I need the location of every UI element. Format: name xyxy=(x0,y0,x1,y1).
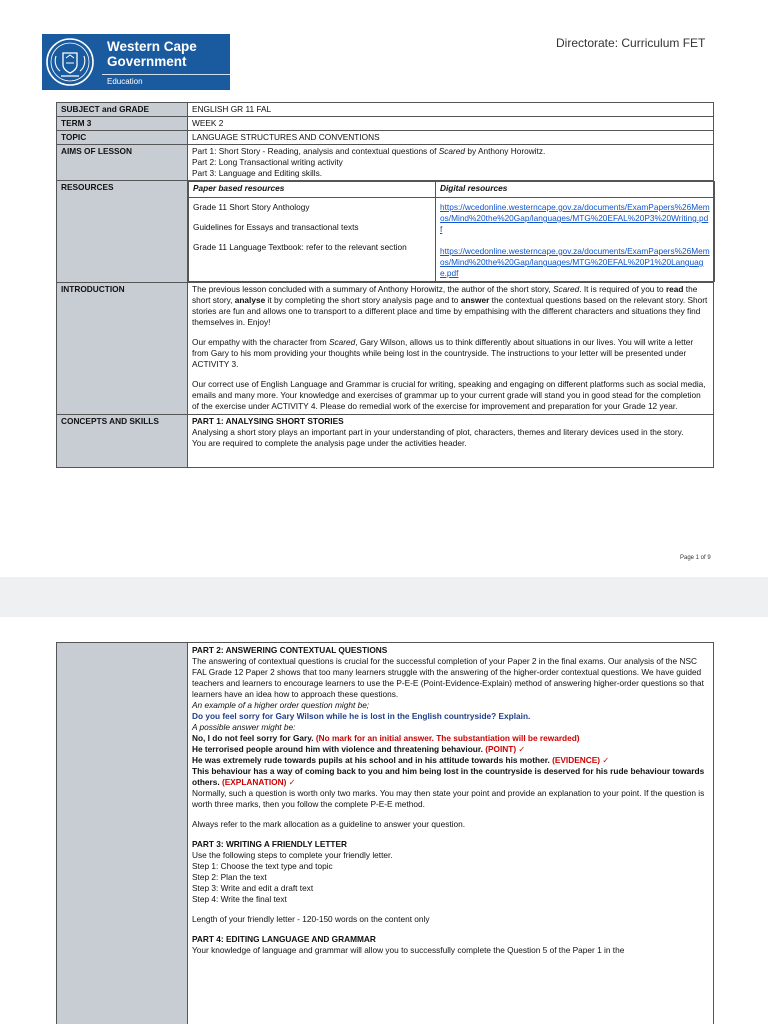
intro-paragraph-1: The previous lesson concluded with a summary of Anthony Horowitz, the author of the short story, Scared. It is required of you to read the short story, analyse it by completing the short story analysis page and to answer the contextual questions based on the relevant story. Short stories are fun and allows one to transport to a different place and time by empathising with the different characters and situations they find themselves in. Enjoy! xyxy=(192,284,708,327)
resources-subtable xyxy=(188,181,715,282)
label-empty xyxy=(57,643,188,1024)
step-item: Step 4: Write the final text xyxy=(192,894,287,904)
part3-heading: PART 3: WRITING A FRIENDLY LETTER xyxy=(192,839,348,849)
aims-line-3: Part 3: Language and Editing skills. xyxy=(192,168,323,178)
value-concepts xyxy=(188,415,714,468)
label-term: TERM 3 xyxy=(57,117,188,131)
aims-story-title: Scared xyxy=(438,146,466,156)
directorate-title: Directorate: Curriculum FET xyxy=(556,36,706,50)
intro-paragraph-2: Our empathy with the character from Scared, Gary Wilson, allows us to think differently about situations in our lives. You will write a letter from Gary to his mom providing your thoughts while being lost in the countryside. The instructions to your letter will be presented under ACTIVITY 3. xyxy=(192,337,694,369)
marks-note: Normally, such a question is worth only two marks. You may then state your point and provide an explanation to your point. If the question is worth three marks, then you follow the complete P-E-E method. xyxy=(192,788,705,809)
part1-heading: PART 1: ANALYSING SHORT STORIES xyxy=(192,416,344,426)
intro-paragraph-3: Our correct use of English Language and Grammar is crucial for writing, speaking and engaging on different platforms such as social media, emails and many more. Your knowledge and exercises of grammar up to your current grade will stand you in good stead for the completion of the exercise under ACTIVITY 4. Please do remedial work of the exercise for improvement and preparation for your Grade 12 year. xyxy=(192,379,706,411)
logo-line-2: Government xyxy=(107,54,187,69)
row-term xyxy=(57,117,714,131)
row-concepts xyxy=(57,415,714,468)
logo-divider xyxy=(102,74,230,75)
label-topic: TOPIC xyxy=(57,131,188,145)
label-introduction: INTRODUCTION xyxy=(57,283,188,415)
value-topic: LANGUAGE STRUCTURES AND CONVENTIONS xyxy=(188,131,714,145)
part3-intro: Use the following steps to complete your friendly letter. xyxy=(192,850,393,860)
row-resources xyxy=(57,181,714,283)
label-subject: SUBJECT and GRADE xyxy=(57,103,188,117)
mark-allocation-note: Always refer to the mark allocation as a guideline to answer your question. xyxy=(192,819,466,829)
step-item: Step 3: Write and edit a draft text xyxy=(192,883,314,893)
language-guide-link[interactable]: https://wcedonline.westerncape.gov.za/documents/ExamPapers%26Memos/Mind%20the%20Gap/languages/MTG%20EFAL%20P1%20Language.pdf xyxy=(440,246,710,278)
writing-guide-link[interactable]: https://wcedonline.westerncape.gov.za/documents/ExamPapers%26Memos/Mind%20the%20Gap/languages/MTG%20EFAL%20P3%20Writing.pdf xyxy=(440,202,710,234)
value-subject: ENGLISH GR 11 FAL xyxy=(188,103,714,117)
aims-line-2: Part 2: Long Transactional writing activity xyxy=(192,157,343,167)
aims-line-1 xyxy=(192,146,709,157)
digital-resources-list xyxy=(436,198,715,282)
concepts-line-2: You are required to complete the analysis page under the activities header. xyxy=(192,438,467,448)
logo-subtitle: Education xyxy=(107,77,143,86)
aims-text: by Anthony Horowitz. xyxy=(465,146,546,156)
label-concepts: CONCEPTS AND SKILLS xyxy=(57,415,188,468)
logo-line-1: Western Cape xyxy=(107,39,197,54)
lesson-table-continued xyxy=(56,642,714,1024)
paper-resource-item: Grade 11 Short Story Anthology xyxy=(193,202,310,212)
answer-line-4: This behaviour has a way of coming back to you and him being lost in the countryside is deserved for his rude behaviour towards others. (EXPLANATION) ✓ xyxy=(192,766,705,787)
row-subject xyxy=(57,103,714,117)
value-week: WEEK 2 xyxy=(188,117,714,131)
part4-heading: PART 4: EDITING LANGUAGE AND GRAMMAR xyxy=(192,934,376,944)
coat-of-arms-icon xyxy=(44,36,96,88)
step-item: Step 1: Choose the text type and topic xyxy=(192,861,333,871)
label-aims: AIMS OF LESSON xyxy=(57,145,188,181)
answer-line-1: No, I do not feel sorry for Gary. (No mark for an initial answer. The substantiation will be rewarded) xyxy=(192,733,580,743)
row-aims xyxy=(57,145,714,181)
concepts-line-1: Analysing a short story plays an important part in your understanding of plot, characters, themes and literary devices used in the story. xyxy=(192,427,684,437)
part2-body: The answering of contextual questions is crucial for the successful completion of your Paper 2 in the final exams. Our analysis of the NSC FAL Grade 12 Paper 2 shows that too many learners struggle with the answering of the higher-order contextual questions. We have guided teachers and learners to encourage learners to use the P-E-E (Point-Evidence-Explain) method of answering higher-order questions so that learners have an idea how to approach these questions. xyxy=(192,656,704,699)
lesson-table xyxy=(56,102,714,468)
paper-resource-item: Grade 11 Language Textbook: refer to the relevant section xyxy=(193,242,407,252)
value-aims xyxy=(188,145,714,181)
example-intro: An example of a higher order question might be; xyxy=(192,700,370,710)
page-number: Page 1 of 9 xyxy=(680,555,711,561)
answer-intro: A possible answer might be: xyxy=(192,722,296,732)
row-topic xyxy=(57,131,714,145)
paper-resources-heading: Paper based resources xyxy=(189,182,436,198)
page-separator xyxy=(0,577,768,617)
label-resources: RESOURCES xyxy=(57,181,188,283)
answer-line-2: He terrorised people around him with violence and threatening behaviour. (POINT) ✓ xyxy=(192,744,526,754)
paper-resource-item: Guidelines for Essays and transactional texts xyxy=(193,222,359,232)
value-introduction xyxy=(188,283,714,415)
step-item: Step 2: Plan the text xyxy=(192,872,267,882)
logo-title xyxy=(107,39,197,69)
aims-text: Part 1: Short Story - Reading, analysis and contextual questions of xyxy=(192,146,439,156)
value-continued xyxy=(188,643,714,1024)
example-question: Do you feel sorry for Gary Wilson while he is lost in the English countryside? Explain. xyxy=(192,711,531,721)
part2-heading: PART 2: ANSWERING CONTEXTUAL QUESTIONS xyxy=(192,645,388,655)
answer-line-3: He was extremely rude towards pupils at his school and in his attitude towards his mother. (EVIDENCE) ✓ xyxy=(192,755,610,765)
part4-body: Your knowledge of language and grammar will allow you to successfully complete the Question 5 of the Paper 1 in the xyxy=(192,945,625,955)
value-resources xyxy=(188,181,714,283)
row-introduction xyxy=(57,283,714,415)
paper-resources-list xyxy=(189,198,436,282)
letter-length: Length of your friendly letter - 120-150 words on the content only xyxy=(192,914,430,924)
digital-resources-heading: Digital resources xyxy=(436,182,715,198)
